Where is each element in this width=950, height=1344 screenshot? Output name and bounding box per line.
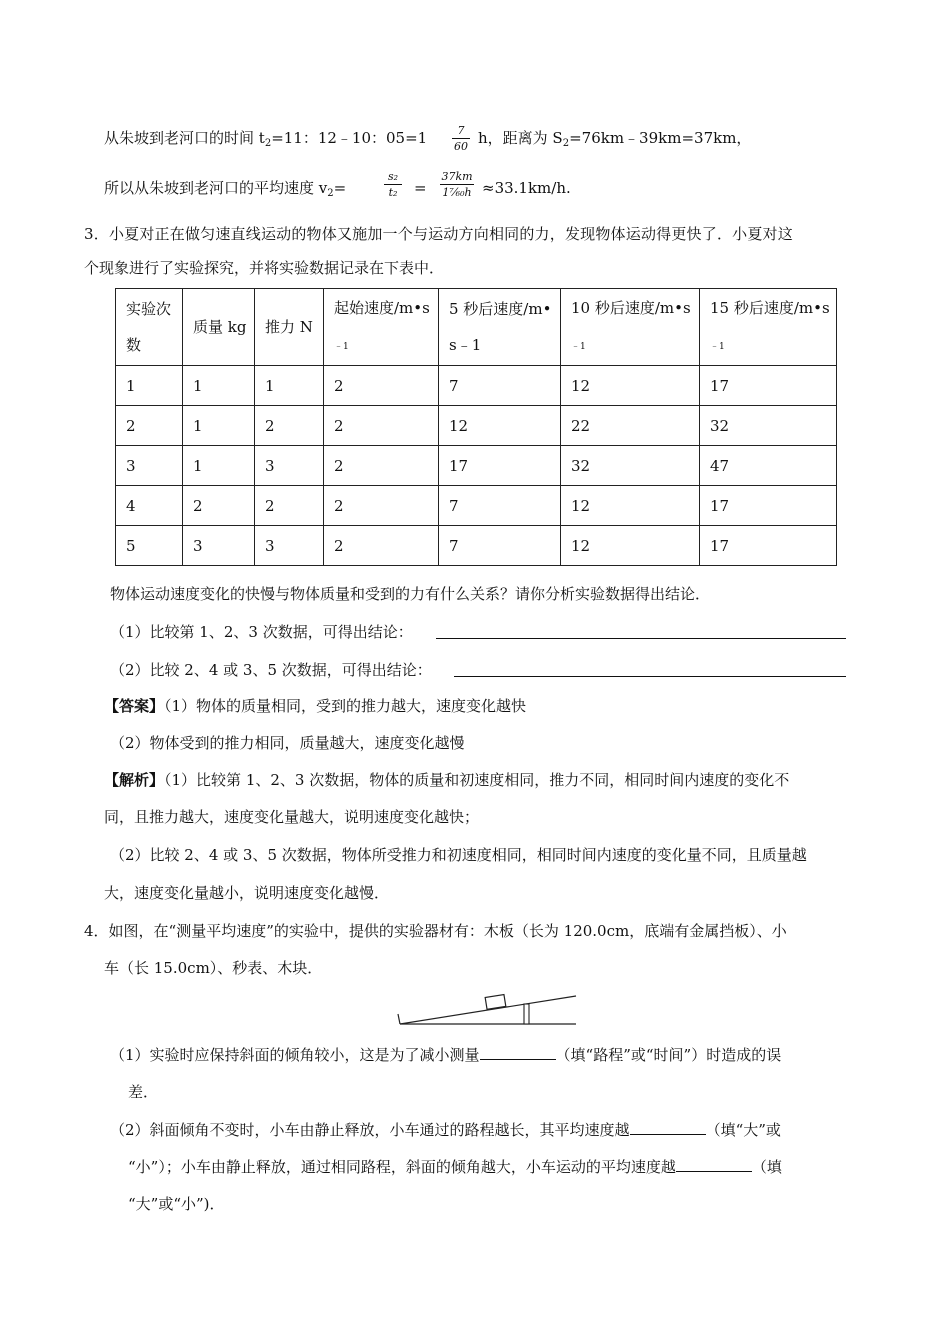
header-v5: 5 秒后速度/m• s﹣1 bbox=[439, 289, 561, 366]
time-line: 从朱坡到老河口的时间 $t_2=11$：12﹣10：05=1 bbox=[104, 129, 428, 149]
answer-blank-1[interactable] bbox=[436, 638, 846, 639]
q4-intro-line1: 4．如图，在“测量平均速度”的实验中，提供的实验器材有：木板（长为 120.0cm，底端有金属挡板）、小 bbox=[84, 922, 787, 940]
analysis-line-1b: 同，且推力越大，速度变化量越大，说明速度变化越快； bbox=[104, 808, 480, 826]
table-header-row bbox=[116, 289, 837, 366]
avg-speed-line: 所以从朱坡到老河口的平均速度 $v_2=$ bbox=[104, 179, 347, 199]
q4-p1-line-b: 差． bbox=[128, 1083, 159, 1101]
header-trial: 实验次 数 bbox=[116, 289, 183, 366]
blank-speed-1[interactable] bbox=[630, 1134, 706, 1135]
experiment-table bbox=[115, 288, 837, 566]
header-force: 推力 N bbox=[255, 289, 324, 366]
answer-line-2: （2）物体受到的推力相同，质量越大，速度变化越慢 bbox=[110, 734, 465, 752]
table-row: 5 3 3 2 7 12 17 bbox=[116, 526, 837, 566]
q3-intro-line1: 3．小夏对正在做匀速直线运动的物体又施加一个与运动方向相同的力，发现物体运动得更快了．小夏对这 bbox=[84, 225, 793, 243]
distance-text: h，距离为 $S_2=76km﹣39km=37km$， bbox=[478, 129, 752, 149]
fraction-s2-t2: s₂ t₂ bbox=[384, 170, 402, 199]
analysis-line-1a: 【解析】（1）比较第 1、2、3 次数据，物体的质量和初速度相同，推力不同，相同时间内速度的变化不 bbox=[104, 771, 790, 789]
analysis-line-2b: 大，速度变化量越小，说明速度变化越慢． bbox=[104, 884, 390, 902]
q3-intro-line2: 个现象进行了实验探究，并将实验数据记录在下表中． bbox=[84, 259, 445, 277]
q3-sub2: （2）比较 2、4 或 3、5 次数据，可得出结论： bbox=[110, 661, 432, 679]
fraction-7-60: 7 60 bbox=[454, 124, 468, 153]
answer-line-1: 【答案】（1）物体的质量相同，受到的推力越大，速度变化越快 bbox=[104, 697, 527, 715]
q4-p2-line-c: “大”或“小”)． bbox=[128, 1195, 225, 1213]
header-mass: 质量 kg bbox=[183, 289, 255, 366]
fraction-37km: 37km 1⁷⁄₆₀h bbox=[441, 170, 473, 199]
table-row: 2 1 2 2 12 22 32 bbox=[116, 406, 837, 446]
avg-speed-result: ≈33.1km/h. bbox=[482, 179, 571, 197]
equals-sign: = bbox=[414, 179, 427, 197]
answer-blank-2[interactable] bbox=[454, 676, 846, 677]
answer-tag: 【答案】 bbox=[104, 697, 165, 715]
analysis-line-2a: （2）比较 2、4 或 3、5 次数据，物体所受推力和初速度相同，相同时间内速度的变化量不同，且质量越 bbox=[110, 846, 807, 864]
table-row: 3 1 3 2 17 32 47 bbox=[116, 446, 837, 486]
q3-sub1: （1）比较第 1、2、3 次数据，可得出结论： bbox=[110, 623, 413, 641]
header-v10: 10 秒后速度/m•s ﹣1 bbox=[561, 289, 700, 366]
q4-p2-line-a: （2）斜面倾角不变时，小车由静止释放，小车通过的路程越长，其平均速度越 （填“大”或 bbox=[110, 1121, 781, 1139]
q4-intro-line2: 车（长 15.0cm）、秒表、木块． bbox=[104, 959, 323, 977]
q3-question: 物体运动速度变化的快慢与物体质量和受到的力有什么关系？请你分析实验数据得出结论． bbox=[110, 585, 711, 603]
q4-p1-line-a: （1）实验时应保持斜面的倾角较小，这是为了减小测量 （填“路程”或“时间”）时造成的误 bbox=[110, 1046, 782, 1064]
blank-distance-or-time[interactable] bbox=[480, 1059, 556, 1060]
header-v15: 15 秒后速度/m•s ﹣1 bbox=[700, 289, 837, 366]
q4-p2-line-b: “小”）；小车由静止释放，通过相同路程，斜面的倾角越大，小车运动的平均速度越 （填 bbox=[128, 1158, 782, 1176]
header-v0: 起始速度/m•s ﹣1 bbox=[324, 289, 439, 366]
analysis-tag: 【解析】 bbox=[104, 771, 165, 789]
table-row: 4 2 2 2 7 12 17 bbox=[116, 486, 837, 526]
incline-diagram bbox=[394, 990, 584, 1026]
table-row: 1 1 1 2 7 12 17 bbox=[116, 366, 837, 406]
blank-speed-2[interactable] bbox=[676, 1171, 752, 1172]
